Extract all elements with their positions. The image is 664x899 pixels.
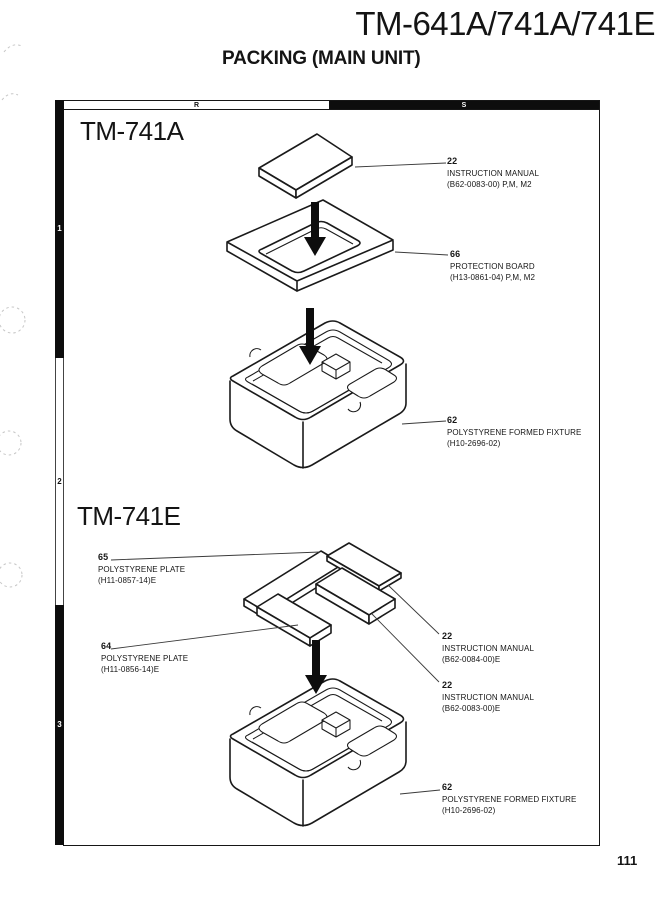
part-label-formed-fixture-741a [447,415,581,450]
side-index-label: 3 [57,720,62,729]
register-bar [64,101,599,110]
part-label-formed-fixture-741e [442,782,576,817]
part-ref: 22 [442,631,453,641]
part-number: (B62-0084-00)E [442,655,501,664]
part-number: (H10-2696-02) [442,806,496,815]
punch-hole-marks [0,45,25,587]
part-ref: 22 [442,680,453,690]
side-index-label: 2 [57,476,62,486]
section-heading-tm741e: TM-741E [77,501,181,531]
part-name: POLYSTYRENE PLATE [101,653,189,663]
side-index-3 [55,605,64,845]
part-name: POLYSTYRENE PLATE [98,564,186,574]
section-heading-tm741a: TM-741A [80,116,184,146]
side-index-2 [55,358,64,605]
register-segment-s [329,101,599,109]
part-ref: 62 [447,415,458,425]
part-name: INSTRUCTION MANUAL [447,168,540,178]
part-number: (B62-0083-00) P,M, M2 [447,180,532,189]
part-label-polystyrene-plate-65 [98,552,185,587]
register-mark-s: S [461,101,467,109]
diagram-frame [63,100,600,846]
part-name: POLYSTYRENE FORMED FIXTURE [447,427,582,437]
part-ref: 64 [101,641,112,651]
page-number: 111 [617,853,638,868]
part-name: INSTRUCTION MANUAL [442,643,535,653]
page-heading: PACKING (MAIN UNIT) [222,48,421,69]
part-number: (H10-2696-02) [447,439,501,448]
page-title: TM-641A/741A/741E [355,5,655,42]
side-index-label: 1 [57,224,62,233]
part-label-protection-board [450,249,535,284]
part-name: PROTECTION BOARD [450,261,535,271]
part-number: (H11-0856-14)E [101,665,160,674]
part-ref: 65 [98,552,109,562]
part-number: (B62-0083-00)E [442,704,501,713]
part-label-instruction-manual-741e-1 [442,631,534,666]
register-segment-r [64,101,329,109]
side-index-1 [55,100,64,358]
part-ref: 22 [447,156,458,166]
part-label-polystyrene-plate-64 [101,641,188,676]
part-name: INSTRUCTION MANUAL [442,692,535,702]
part-number: (H11-0857-14)E [98,576,157,585]
part-label-instruction-manual-741e-2 [442,680,534,715]
register-mark-r: R [193,101,200,109]
part-name: POLYSTYRENE FORMED FIXTURE [442,794,577,804]
part-ref: 62 [442,782,453,792]
part-ref: 66 [450,249,461,259]
part-number: (H13-0861-04) P,M, M2 [450,273,536,282]
part-label-instruction-manual-741a [447,156,539,191]
